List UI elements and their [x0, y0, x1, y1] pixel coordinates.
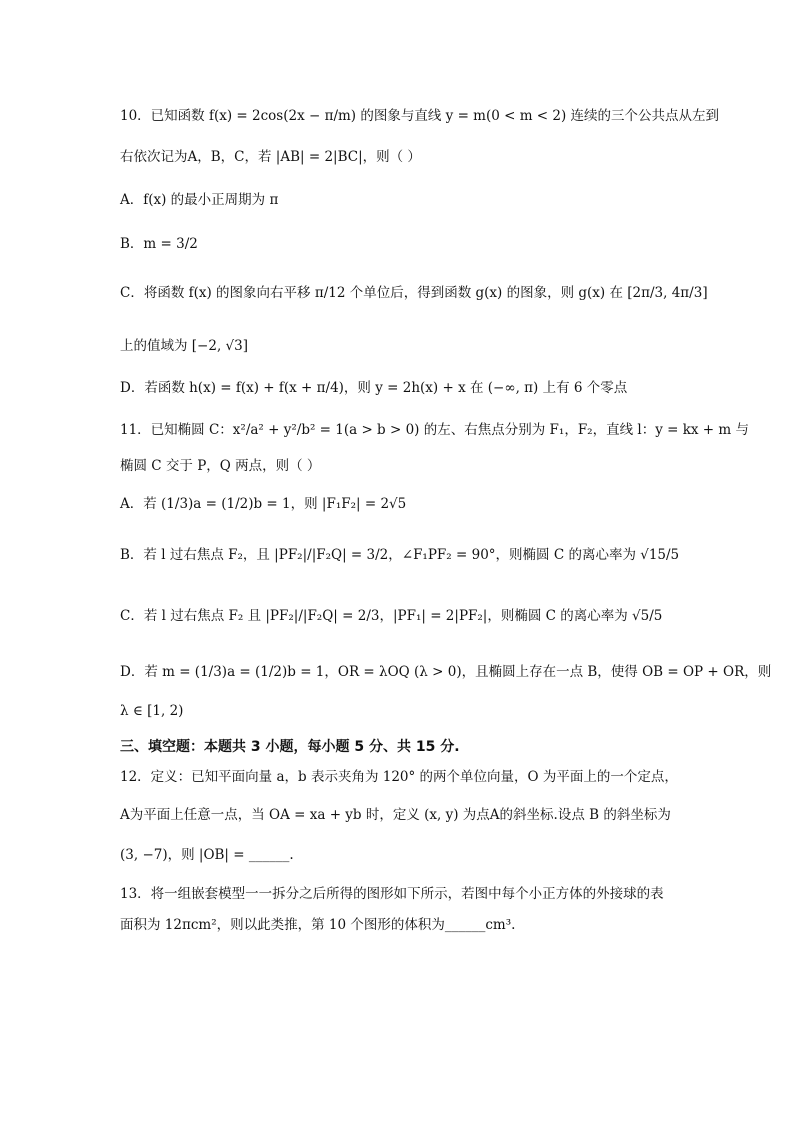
q11-option-d-line2: λ ∈ [1, 2) [120, 703, 184, 719]
q11-stem-line1: 11．已知椭圆 C：x²/a² + y²/b² = 1(a > b > 0) 的左、右焦点分别为 F₁，F₂，直线 l：y = kx + m 与 [120, 422, 750, 438]
section-3-heading: 三、填空题：本题共 3 小题，每小题 5 分、共 15 分. [120, 739, 460, 755]
q10-option-a: A．f(x) 的最小正周期为 π [120, 192, 279, 208]
q12-line3: (3, −7)，则 |OB| = ______. [120, 847, 294, 863]
q10-stem-line1: 10．已知函数 f(x) = 2cos(2x − π/m) 的图象与直线 y = m(0 < m < 2) 连续的三个公共点从左到 [120, 108, 720, 124]
q11-option-d-line1: D．若 m = (1/3)a = (1/2)b = 1，OR = λOQ (λ > 0)，且椭圆上存在一点 B，使得 OB = OP + OR，则 [120, 664, 772, 680]
q10-option-b: B．m = 3/2 [120, 236, 198, 252]
q10-stem-line2: 右依次记为A，B，C，若 |AB| = 2|BC|，则（ ） [120, 149, 421, 165]
q13-line1: 13．将一组嵌套模型一一拆分之后所得的图形如下所示，若图中每个小正方体的外接球的表 [120, 886, 664, 902]
q11-option-b: B．若 l 过右焦点 F₂，且 |PF₂|/|F₂Q| = 3/2，∠F₁PF₂ = 90°，则椭圆 C 的离心率为 √15/5 [120, 547, 680, 563]
q13-line2: 面积为 12πcm²，则以此类推，第 10 个图形的体积为______cm³. [120, 917, 516, 933]
q11-stem-line2: 椭圆 C 交于 P，Q 两点，则（ ） [120, 458, 321, 474]
q10-option-c-line1: C．将函数 f(x) 的图象向右平移 π/12 个单位后，得到函数 g(x) 的图象，则 g(x) 在 [2π/3, 4π/3] [120, 285, 708, 301]
q12-line1: 12．定义：已知平面向量 a，b 表示夹角为 120° 的两个单位向量，O 为平面上的一个定点， [120, 769, 678, 785]
q12-line2: A为平面上任意一点，当 OA = xa + yb 时，定义 (x, y) 为点A的斜坐标.设点 B 的斜坐标为 [120, 807, 671, 823]
q10-option-c-line2: 上的值域为 [−2, √3] [120, 338, 248, 354]
q10-option-d: D．若函数 h(x) = f(x) + f(x + π/4)，则 y = 2h(x) + x 在 (−∞, π) 上有 6 个零点 [120, 380, 628, 396]
q11-option-a: A．若 (1/3)a = (1/2)b = 1，则 |F₁F₂| = 2√5 [120, 496, 407, 512]
q11-option-c: C．若 l 过右焦点 F₂ 且 |PF₂|/|F₂Q| = 2/3，|PF₁| = 2|PF₂|，则椭圆 C 的离心率为 √5/5 [120, 608, 663, 624]
